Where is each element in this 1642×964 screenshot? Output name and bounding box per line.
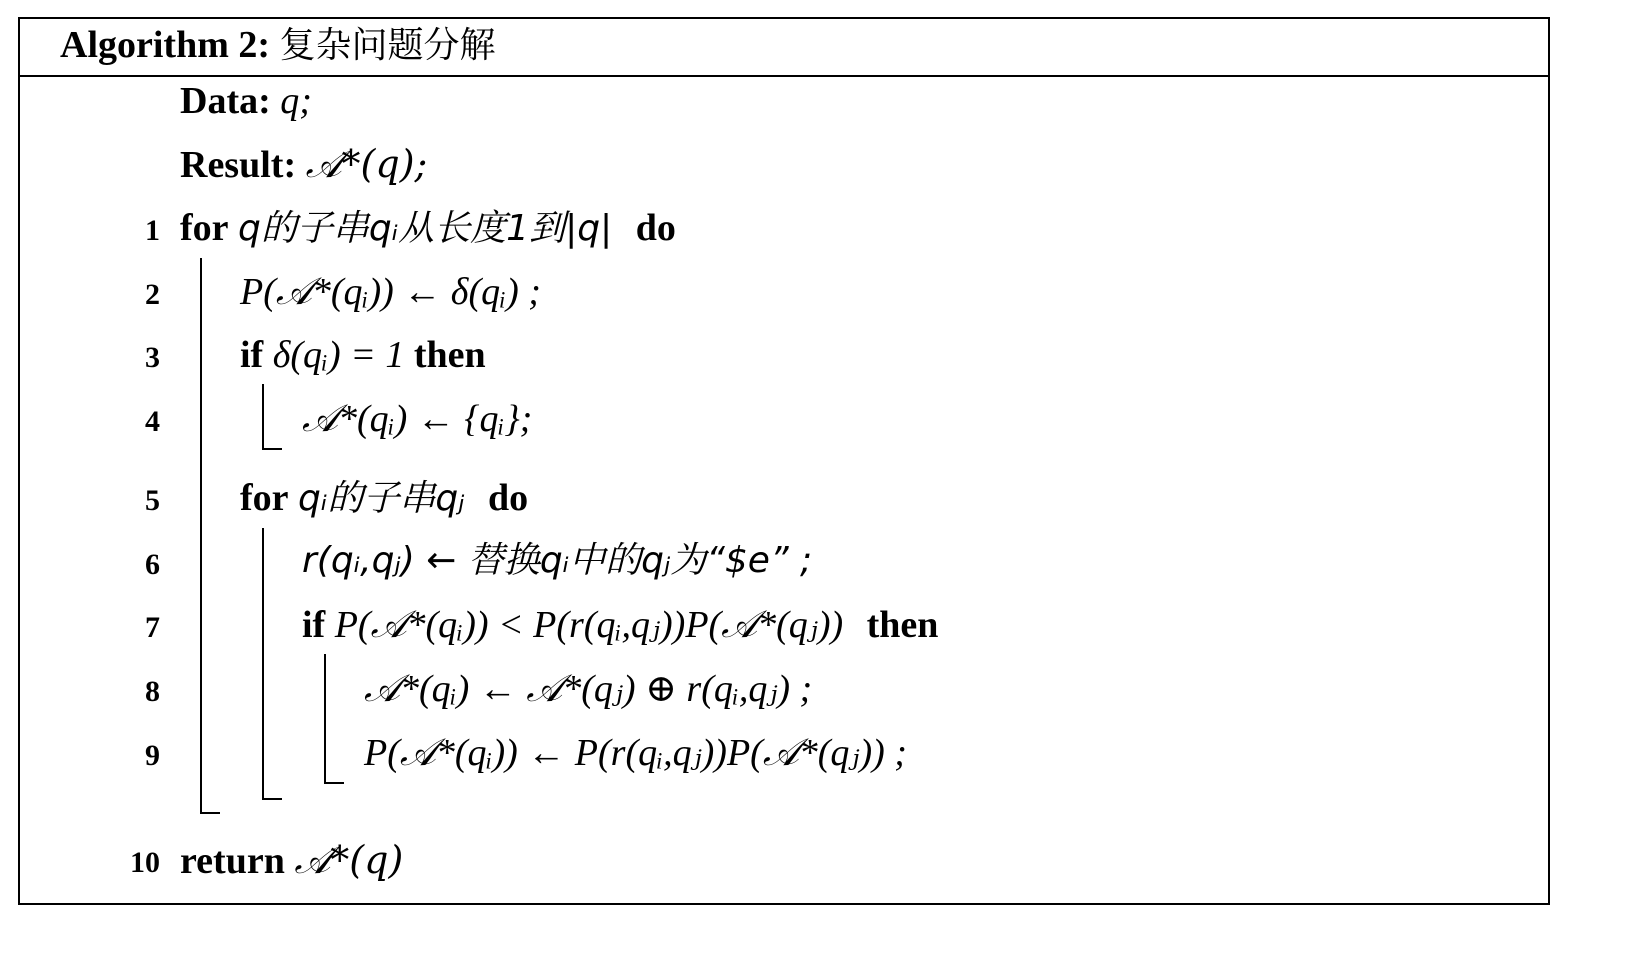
algo-line-3 xyxy=(240,336,486,374)
line-number: 1 xyxy=(145,214,160,247)
keyword-if: if xyxy=(240,334,264,376)
line-number: 3 xyxy=(145,341,160,374)
algo-line-6: r(qᵢ,qⱼ) ← 替换qᵢ中的qⱼ为“$e” ; xyxy=(302,540,813,581)
inner-for-block-bar xyxy=(262,528,264,798)
keyword-if: if xyxy=(302,604,326,646)
line-number: 10 xyxy=(130,846,160,879)
result-value: 𝒜*(q); xyxy=(305,142,428,186)
keyword-then: then xyxy=(413,334,486,376)
result-label: Result: xyxy=(180,144,297,186)
algorithm-title-label: Algorithm 2: xyxy=(60,24,271,66)
data-value: q; xyxy=(280,80,312,122)
keyword-then: then xyxy=(866,604,939,646)
inner-if-block-bar xyxy=(324,654,326,782)
line-number: 6 xyxy=(145,548,160,581)
keyword-return: return xyxy=(180,840,285,882)
line-number: 5 xyxy=(145,484,160,517)
inner-if-block-end xyxy=(324,782,344,784)
keyword-do: do xyxy=(635,207,676,249)
title-rule xyxy=(20,75,1548,77)
algo-line-1 xyxy=(180,209,676,247)
line-number: 9 xyxy=(145,739,160,772)
line-number: 2 xyxy=(145,278,160,311)
keyword-for: for xyxy=(240,477,289,519)
algo-line-9: P(𝒜*(qᵢ)) ← P(r(qᵢ,qⱼ))P(𝒜*(qⱼ)) ; xyxy=(364,732,907,774)
data-line xyxy=(180,82,312,120)
line-number: 8 xyxy=(145,675,160,708)
result-line xyxy=(180,142,428,186)
algo-line-5 xyxy=(240,479,528,517)
algo-line-4: 𝒜*(qᵢ) ← {qᵢ}; xyxy=(302,398,533,440)
line-number: 7 xyxy=(145,611,160,644)
inner-for-block-end xyxy=(262,798,282,800)
for-block-end xyxy=(200,812,220,814)
algorithm-title xyxy=(60,26,496,64)
keyword-do: do xyxy=(487,477,529,519)
if-block-bar xyxy=(262,384,264,448)
algo-line-8: 𝒜*(qᵢ) ← 𝒜*(qⱼ) ⊕ r(qᵢ,qⱼ) ; xyxy=(364,668,813,710)
if-block-end xyxy=(262,448,282,450)
algorithm-title-text: 复杂问题分解 xyxy=(279,25,496,66)
line-body: qᵢ的子串qⱼ xyxy=(298,478,465,519)
data-label: Data: xyxy=(180,80,271,122)
line-number: 4 xyxy=(145,405,160,438)
algo-line-7 xyxy=(302,606,938,644)
line-body: δ(qᵢ) = 1 xyxy=(272,334,405,376)
algo-line-10 xyxy=(180,838,404,882)
line-body: P(𝒜*(qᵢ)) < P(r(qᵢ,qⱼ))P(𝒜*(qⱼ)) xyxy=(334,604,844,646)
algo-line-2: P(𝒜*(qᵢ)) ← δ(qᵢ) ; xyxy=(240,271,541,313)
line-body: 𝒜*(q) xyxy=(294,838,404,882)
line-body: q的子串qᵢ从长度1到|q| xyxy=(238,208,613,249)
for-block-bar xyxy=(200,258,202,812)
keyword-for: for xyxy=(180,207,229,249)
